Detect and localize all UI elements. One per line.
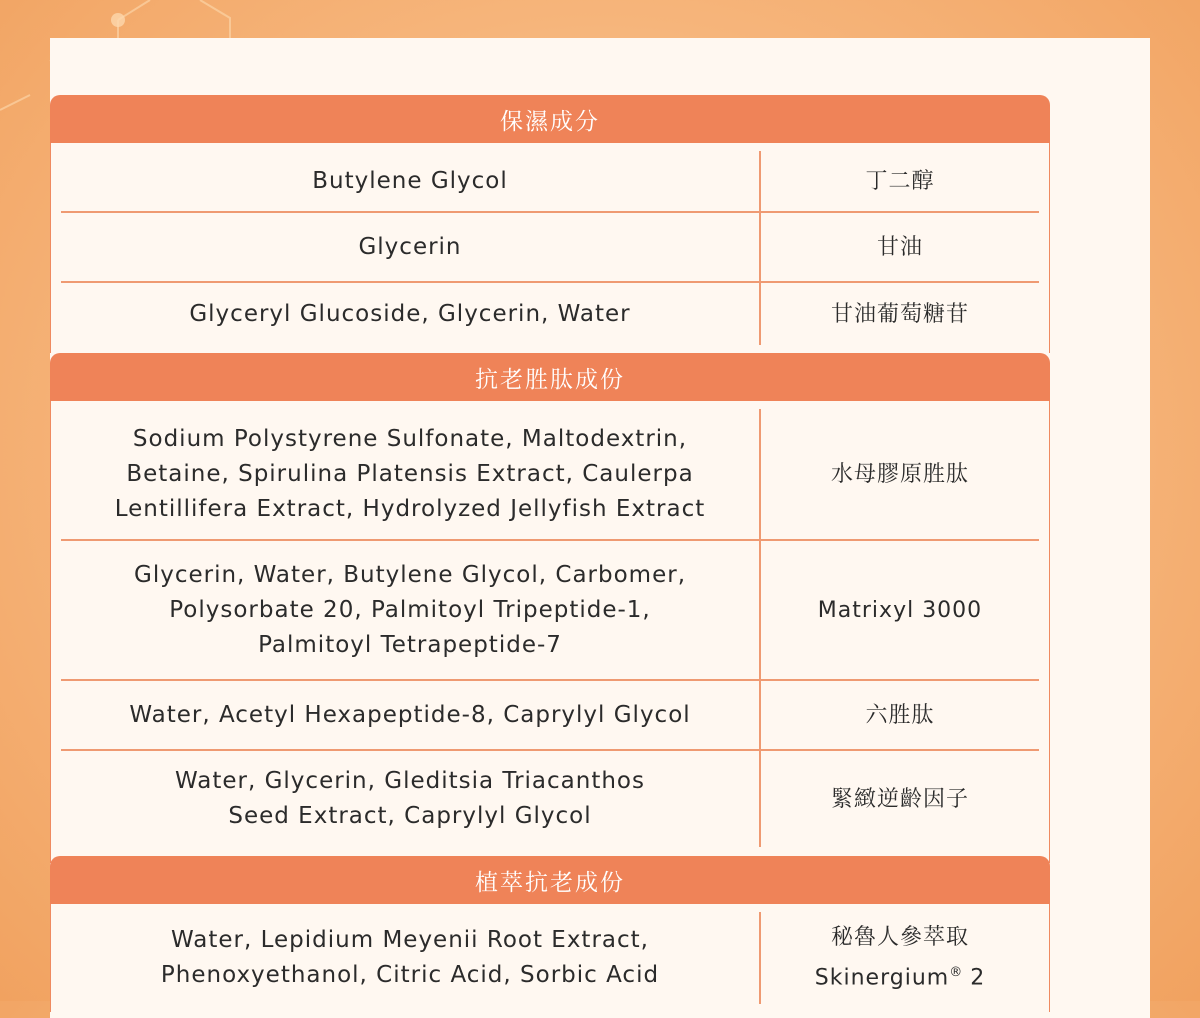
table-row — [61, 409, 1039, 541]
ingredient-inci: Water, Acetyl Hexapeptide-8, Caprylyl Glycol — [61, 681, 761, 749]
inci-line: Water, Lepidium Meyenii Root Extract, — [171, 927, 649, 953]
ingredient-name: 丁二醇 — [865, 168, 935, 194]
inci-line: Betaine, Spirulina Platensis Extract, Caulerpa — [126, 460, 694, 487]
ingredient-name-line — [815, 955, 985, 995]
inci-line: Water, Glycerin, Gleditsia Triacanthos — [174, 768, 645, 794]
table-row — [61, 541, 1039, 681]
ingredient-inci — [61, 541, 761, 679]
inci-line: Lentillifera Extract, Hydrolyzed Jellyfish Extract — [114, 495, 706, 522]
section-anti-aging-peptides — [50, 353, 1050, 863]
ingredient-name: 六胜肽 — [865, 702, 935, 728]
table-row — [61, 213, 1039, 283]
table-row — [61, 751, 1039, 847]
section-botanical-anti-aging — [50, 856, 1050, 1012]
ingredient-name: 甘油葡萄糖苷 — [830, 301, 969, 327]
table-row — [61, 283, 1039, 345]
ingredient-name-line: 秘魯人參萃取 — [830, 925, 969, 951]
ingredient-inci: Butylene Glycol — [61, 151, 761, 211]
ingredient-inci — [61, 751, 761, 847]
brand-name: Skinergium — [814, 965, 950, 991]
inci-line: Glycerin, Water, Butylene Glycol, Carbomer, — [134, 561, 686, 588]
inci-line: Sodium Polystyrene Sulfonate, Maltodextrin, — [132, 425, 688, 452]
ingredient-inci: Glyceryl Glucoside, Glycerin, Water — [61, 283, 761, 345]
ingredient-name: Matrixyl 3000 — [817, 597, 983, 623]
ingredient-name — [761, 912, 1039, 1004]
ingredient-inci — [61, 912, 761, 1004]
ingredient-name: 緊緻逆齡因子 — [830, 786, 969, 812]
section-header: 抗老胜肽成份 — [50, 353, 1050, 401]
ingredient-name: 水母膠原胜肽 — [830, 461, 969, 487]
registered-mark: ® — [949, 965, 963, 981]
section-moisturizing — [50, 95, 1050, 353]
inci-line: Phenoxyethanol, Citric Acid, Sorbic Acid — [160, 962, 660, 988]
table-row — [61, 912, 1039, 1004]
inci-line: Palmitoyl Tetrapeptide-7 — [258, 631, 562, 658]
ingredient-name: 甘油 — [876, 234, 923, 260]
table-row — [61, 681, 1039, 751]
section-header: 保濕成分 — [50, 95, 1050, 143]
table-row — [61, 151, 1039, 213]
ingredient-inci — [61, 409, 761, 539]
brand-suffix: 2 — [962, 965, 986, 991]
section-header: 植萃抗老成份 — [50, 856, 1050, 904]
inci-line: Seed Extract, Caprylyl Glycol — [228, 803, 592, 829]
inci-line: Polysorbate 20, Palmitoyl Tripeptide-1, — [169, 596, 651, 623]
ingredient-inci: Glycerin — [61, 213, 761, 281]
